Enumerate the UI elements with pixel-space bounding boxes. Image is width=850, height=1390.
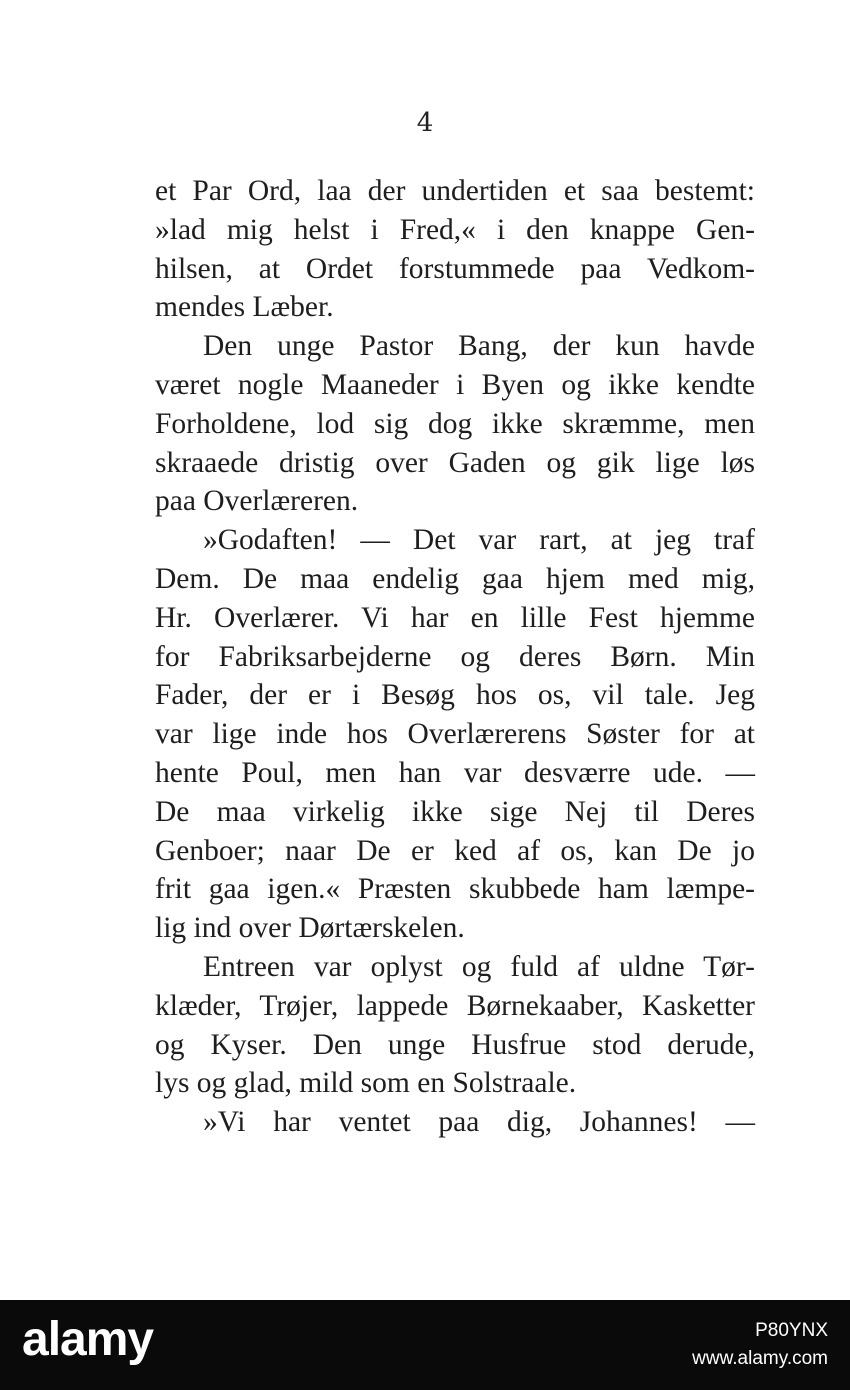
text-line: hilsen, at Ordet forstummede paa Vedkom- (155, 252, 755, 285)
stock-image-id: P80YNX (755, 1320, 828, 1341)
text-line: hente Poul, men han var desværre ude. — (155, 756, 755, 789)
text-line: lys og glad, mild som en Solstraale. (155, 1067, 577, 1100)
text-line: et Par Ord, laa der undertiden et saa bestemt: (155, 175, 755, 207)
text-line: været nogle Maaneder i Byen og ikke kendte (155, 368, 755, 401)
text-line: »lad mig helst i Fred,« i den knappe Gen- (155, 213, 755, 246)
text-line: klæder, Trøjer, lappede Børnekaaber, Kasketter (155, 989, 755, 1022)
text-line: lig ind over Dørtærskelen. (155, 912, 465, 945)
page-body-text (155, 172, 755, 1142)
text-line: Entreen var oplyst og fuld af uldne Tør- (203, 950, 755, 983)
text-line: »Vi har ventet paa dig, Johannes! — (203, 1106, 755, 1139)
site-url: www.alamy.com (692, 1348, 828, 1369)
text-line: Forholdene, lod sig dog ikke skræmme, men (155, 407, 755, 440)
text-line: frit gaa igen.« Præsten skubbede ham læmpe- (155, 873, 755, 906)
text-line: paa Overlæreren. (155, 485, 359, 518)
text-line: skraaede dristig over Gaden og gik lige løs (155, 446, 755, 479)
text-line: for Fabriksarbejderne og deres Børn. Min (155, 640, 755, 673)
text-line: Hr. Overlærer. Vi har en lille Fest hjemme (155, 601, 755, 634)
alamy-logo: alamy (22, 1313, 154, 1366)
text-line: var lige inde hos Overlærerens Søster for at (155, 718, 755, 751)
text-line: Genboer; naar De er ked af os, kan De jo (155, 834, 755, 867)
watermark-banner (0, 1300, 850, 1390)
text-line: Den unge Pastor Bang, der kun havde (203, 330, 755, 363)
text-line: Fader, der er i Besøg hos os, vil tale. Jeg (155, 679, 755, 712)
page-number: 4 (416, 108, 434, 138)
text-line: »Godaften! — Det var rart, at jeg traf (203, 524, 755, 557)
text-line: og Kyser. Den unge Husfrue stod derude, (155, 1028, 755, 1061)
text-line: De maa virkelig ikke sige Nej til Deres (155, 795, 755, 828)
text-line: mendes Læber. (155, 291, 334, 324)
text-line: Dem. De maa endelig gaa hjem med mig, (155, 562, 755, 595)
